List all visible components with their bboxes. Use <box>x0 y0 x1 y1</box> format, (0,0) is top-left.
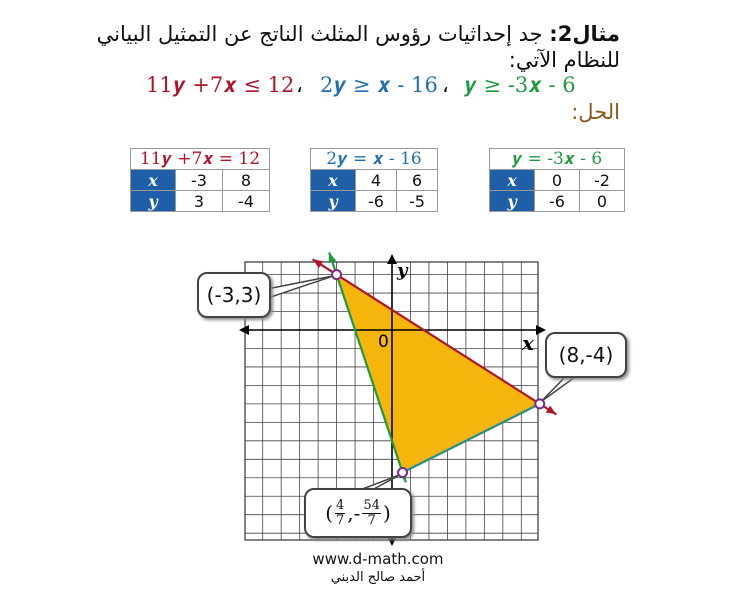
fraction-numerator: 54 <box>363 497 380 513</box>
table-cell: -3 <box>176 170 223 191</box>
vertex-point <box>398 468 407 477</box>
vertex-point <box>535 399 544 408</box>
x-axis-arrow-left <box>239 325 249 335</box>
table-equation: 11𝒚 +7𝒙 = 12 <box>131 149 270 170</box>
vertex-callout-3: ( $\frac{4}{7}$ ,- $\frac{54}{7}$ ) <box>304 488 412 538</box>
table-x-label: x <box>490 170 535 191</box>
solution-label: الحل: <box>571 100 620 124</box>
vertex-callout-2 <box>545 332 627 378</box>
table-cell: 4 <box>356 170 397 191</box>
table-cell: -6 <box>356 191 397 212</box>
table-y-label: y <box>490 191 535 212</box>
fraction-denominator: 7 <box>367 512 376 528</box>
problem-line1: جد إحداثيات رؤوس المثلث الناتج عن التمثيل البياني <box>96 22 543 46</box>
table-y-label: y <box>131 191 176 212</box>
inequality-blue: 2𝒚 ≥ 𝒙 - 16 <box>320 73 438 97</box>
fraction-numerator: 4 <box>336 497 345 513</box>
problem-line2: للنظام الآتي: <box>508 48 620 72</box>
table-x-label: x <box>311 170 356 191</box>
inequality-red: 11𝒚 +7𝒙 ≤ 12 <box>146 73 295 97</box>
table-cell: -6 <box>535 191 580 212</box>
table-cell: -5 <box>397 191 438 212</box>
table-cell: 0 <box>580 191 625 212</box>
origin-label: 0 <box>378 332 389 352</box>
vertex-label: (8,-4) <box>558 343 614 367</box>
table-cell: -2 <box>580 170 625 191</box>
table-cell: -4 <box>222 191 269 212</box>
inequality-green: 𝒚 ≥ -3𝒙 - 6 <box>464 73 576 97</box>
table-y-label: y <box>311 191 356 212</box>
website: www.d-math.com <box>312 550 444 568</box>
table-equation: 𝒚 = -3𝒙 - 6 <box>490 149 625 170</box>
y-axis-label: y <box>397 260 408 281</box>
x-axis-label: x <box>522 331 534 355</box>
separator-1: ، <box>296 73 303 97</box>
vertex-label: (-3,3) <box>206 283 262 307</box>
table-cell: 3 <box>176 191 223 212</box>
y-axis-arrow <box>387 254 397 264</box>
table-x-label: x <box>131 170 176 191</box>
vertex-callout-1 <box>197 272 271 318</box>
table-cell: 6 <box>397 170 438 191</box>
fraction-denominator: 7 <box>336 512 345 528</box>
example-label: مثال2: <box>549 22 620 46</box>
table-equation: 2𝒚 = 𝒙 - 16 <box>311 149 438 170</box>
table-cell: 8 <box>222 170 269 191</box>
separator-2: ، <box>442 73 449 97</box>
x-axis-arrow <box>536 325 546 335</box>
line-red-arrow <box>546 406 557 415</box>
vertex-point <box>332 270 341 279</box>
author: أحمد صالح الدبني <box>330 570 426 585</box>
table-cell: 0 <box>535 170 580 191</box>
